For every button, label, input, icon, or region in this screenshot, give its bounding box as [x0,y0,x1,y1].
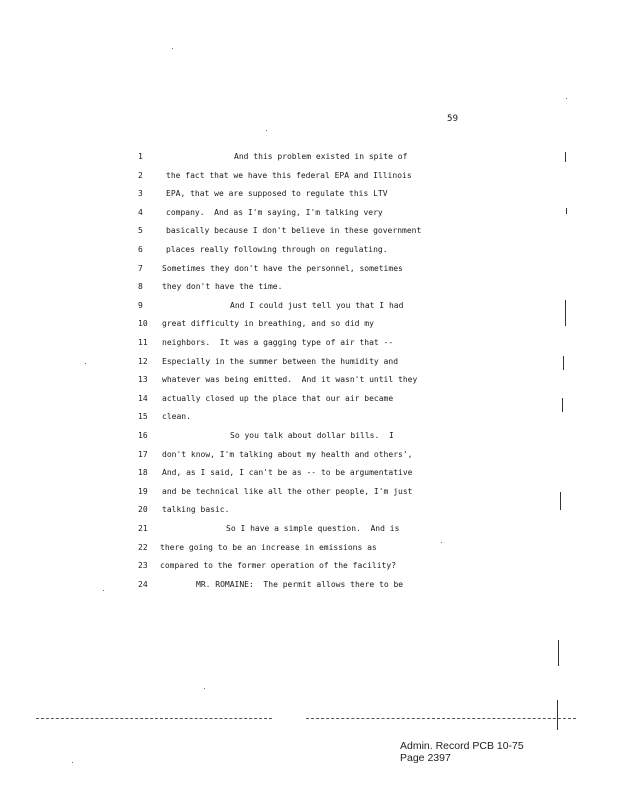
transcript-line [0,393,618,405]
line-number: 4 [138,207,143,217]
scan-speck [85,363,86,364]
line-text: So I have a simple question. And is [226,524,400,533]
line-number: 15 [138,412,148,422]
transcript-line [0,188,618,200]
line-text: they don't have the time. [162,282,283,292]
line-number: 6 [138,245,143,254]
transcript-line [0,337,618,349]
line-text: So you talk about dollar bills. I [230,431,394,440]
margin-scan-mark [565,300,566,326]
margin-scan-mark [566,208,567,214]
scan-speck [72,762,73,763]
footer-divider-right [306,718,576,719]
scan-speck [441,542,442,543]
margin-scan-mark [562,398,563,412]
line-number: 21 [138,524,148,533]
line-text: And I could just tell you that I had [230,300,404,310]
line-number: 22 [138,542,148,552]
line-text: Especially in the summer between the humidity and [162,356,399,366]
transcript-line [0,411,618,423]
line-number: 17 [138,449,148,459]
scan-speck [103,590,104,591]
line-text: And, as I said, I can't be as -- to be argumentative [162,468,413,478]
transcript-line [0,281,618,293]
transcript-line [0,430,618,442]
line-text: neighbors. It was a gagging type of air that -- [162,338,394,347]
line-number: 23 [138,561,148,571]
transcript-line [0,170,618,182]
line-text: Sometimes they don't have the personnel, sometimes [162,263,403,273]
transcript-line [0,225,618,237]
line-number: 14 [138,393,148,403]
line-number: 2 [138,170,143,180]
margin-scan-mark [563,356,564,370]
line-text: EPA, that we are supposed to regulate this LTV [166,189,388,199]
transcript-line [0,263,618,275]
margin-scan-mark [560,492,561,510]
page-number: 59 [447,114,459,124]
transcript-line [0,207,618,219]
line-text: there going to be an increase in emissions as [160,542,377,552]
line-number: 12 [138,356,148,366]
stamp-record-line: Admin. Record PCB 10-75 [400,740,524,752]
footer-divider-left [36,718,272,719]
line-text: And this problem existed in spite of [234,152,408,161]
line-text: great difficulty in breathing, and so did my [162,319,374,329]
line-number: 1 [138,152,143,161]
line-number: 24 [138,579,148,589]
line-text: MR. ROMAINE: The permit allows there to be [196,579,404,589]
scan-speck [204,688,205,689]
transcript-line [0,579,618,591]
line-number: 20 [138,505,148,515]
line-number: 8 [138,282,143,292]
transcript-line [0,244,618,256]
transcript-line [0,449,618,461]
transcript-line [0,374,618,386]
admin-record-stamp [400,740,524,764]
transcript-line [0,467,618,479]
line-text: places really following through on regulating. [166,245,388,254]
line-text: clean. [162,412,191,422]
line-number: 3 [138,189,143,199]
line-text: compared to the former operation of the facility? [160,561,397,571]
transcript-line [0,486,618,498]
line-text: and be technical like all the other people, I'm just [162,486,413,496]
line-text: whatever was being emitted. And it wasn't until they [162,375,418,385]
line-text: basically because I don't believe in these government [166,226,422,236]
scan-speck [172,48,173,49]
transcript-line [0,356,618,368]
line-number: 5 [138,226,143,236]
line-text: don't know, I'm talking about my health and others', [162,449,413,459]
line-number: 19 [138,486,148,496]
transcript-line [0,151,618,163]
line-number: 10 [138,319,148,329]
margin-scan-mark [558,640,559,666]
line-number: 7 [138,263,143,273]
transcript-line [0,318,618,330]
transcript-line [0,300,618,312]
line-text: company. And as I'm saying, I'm talking very [166,207,383,217]
line-text: actually closed up the place that our air became [162,393,394,403]
transcript-line [0,504,618,516]
line-number: 18 [138,468,148,478]
scan-speck [566,98,567,99]
line-number: 16 [138,431,148,440]
line-number: 11 [138,338,148,347]
transcript-line [0,542,618,554]
margin-scan-mark [565,152,566,162]
scan-speck [266,130,267,131]
line-text: talking basic. [162,505,230,515]
line-number: 13 [138,375,148,385]
margin-scan-mark [557,700,558,730]
stamp-page-line: Page 2397 [400,752,451,764]
line-text: the fact that we have this federal EPA and Illinois [166,170,412,180]
line-number: 9 [138,300,143,310]
transcript-line [0,560,618,572]
transcript-line [0,523,618,535]
